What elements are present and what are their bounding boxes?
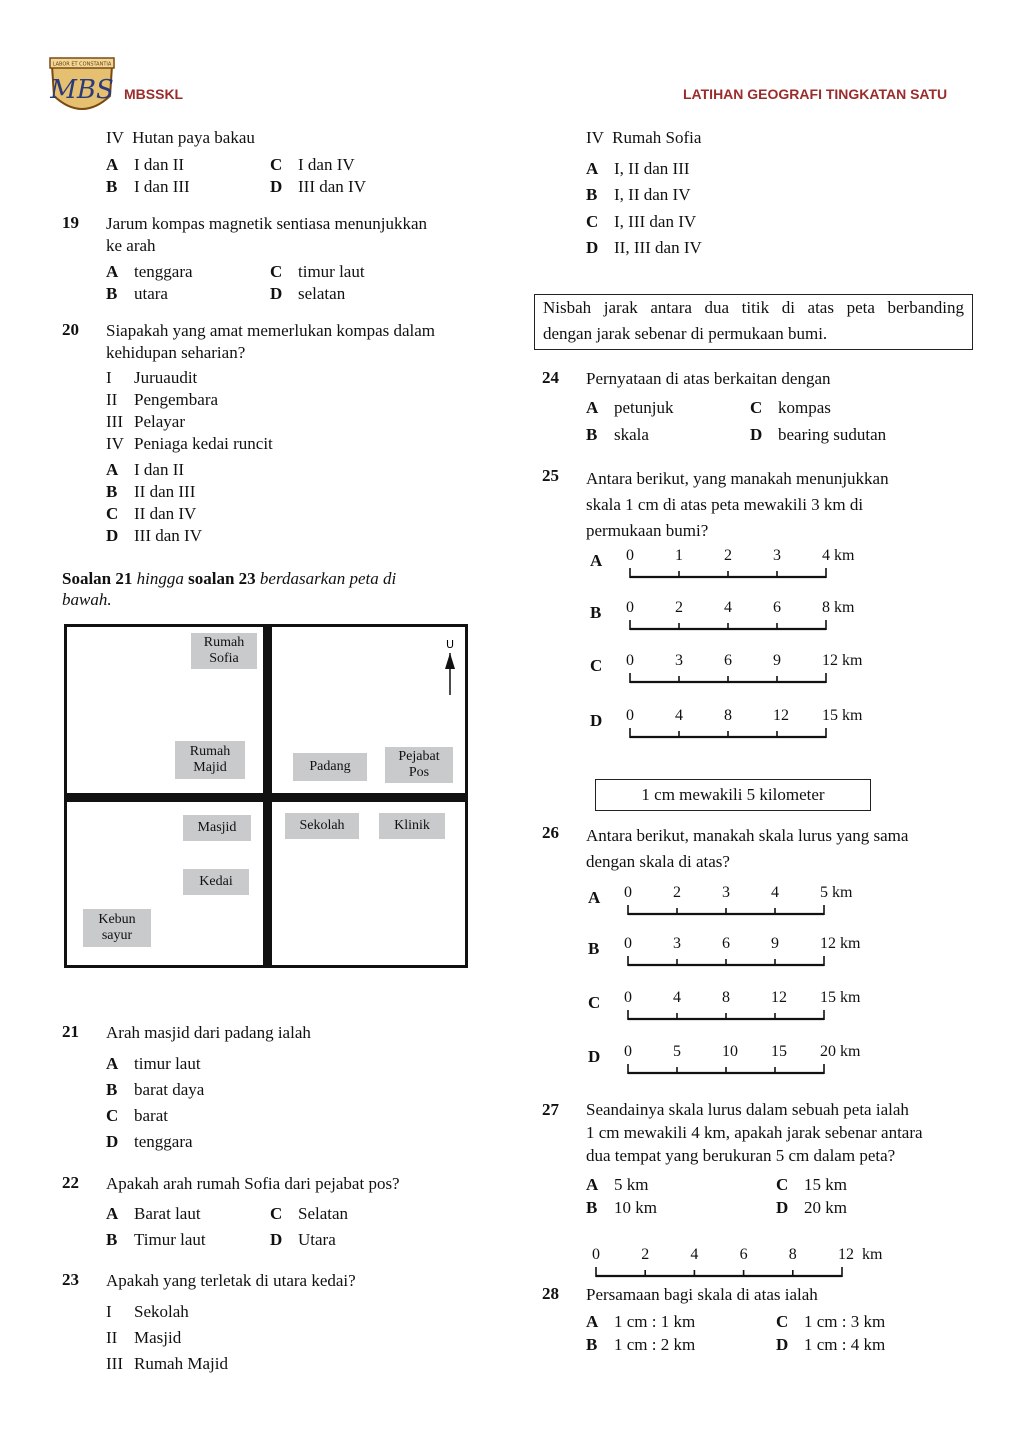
q25-scale-a-label-1: 1 <box>675 547 683 564</box>
q26-scale-b-label-2: 6 <box>722 935 730 952</box>
q25-scale-d-label-3: 12 <box>773 707 789 724</box>
q28-number: 28 <box>542 1284 559 1303</box>
q18-option-a-text: I dan II <box>134 155 185 174</box>
q24-option-a-text: petunjuk <box>614 398 674 417</box>
q27-option-b-text: 10 km <box>614 1198 657 1217</box>
q27-text-2: 1 cm mewakili 4 km, apakah jarak sebenar antara <box>586 1123 923 1142</box>
q26-number: 26 <box>542 823 559 842</box>
q25-scale-c-letter: C <box>590 656 603 675</box>
q22-option-a-letter: A <box>106 1204 119 1223</box>
q27-number: 27 <box>542 1100 559 1119</box>
map-intro: Soalan 21 hingga soalan 23 berdasarkan peta di <box>62 569 397 588</box>
map-padang: Padang <box>293 753 367 781</box>
q26-scale-a-label-2: 3 <box>722 884 730 901</box>
q25-scale-a-label-0: 0 <box>626 547 634 564</box>
q25-scale-d-letter: D <box>590 711 603 730</box>
q18-option-b-text: I dan III <box>134 177 190 196</box>
q20-item-i-text: Juruaudit <box>134 368 198 387</box>
q25-scale-b-label-3: 6 <box>773 599 781 616</box>
q26-scale-d-label-3: 15 <box>771 1043 787 1060</box>
q24-text: Pernyataan di atas berkaitan dengan <box>586 369 831 388</box>
q26-scale-d-label-2: 10 <box>722 1043 738 1060</box>
header-right: LATIHAN GEOGRAFI TINGKATAN SATU <box>683 86 948 102</box>
q25-scale-d-label-0: 0 <box>626 707 634 724</box>
q28-option-b-text: 1 cm : 2 km <box>614 1335 696 1354</box>
q23-a-text: I, II dan III <box>614 159 690 178</box>
q23-d-letter: D <box>586 238 599 257</box>
q19-option-a-letter: A <box>106 262 119 281</box>
q20-b-text: II dan III <box>134 482 196 501</box>
q19-option-d-letter: D <box>270 284 283 303</box>
q23-b-text: I, II dan IV <box>614 185 691 204</box>
q25-scale-c-label-1: 3 <box>675 652 683 669</box>
q20-item-iv-letter: IV <box>106 434 124 453</box>
q20-c-letter: C <box>106 504 119 523</box>
q25-scale-b-label-1: 2 <box>675 599 683 616</box>
q28-scale-label-2: 4 <box>690 1246 699 1263</box>
q28-scale-label-5: 12 km <box>838 1246 883 1263</box>
q25-scale-a-label-2: 2 <box>724 547 732 564</box>
q19-option-a-text: tenggara <box>134 262 193 281</box>
q21-text: Arah masjid dari padang ialah <box>106 1023 311 1042</box>
q24-option-c-text: kompas <box>778 398 831 417</box>
q26-scale-b-label-3: 9 <box>771 935 779 952</box>
map-kedai: Kedai <box>183 869 249 895</box>
q18-option-c-letter: C <box>270 155 283 174</box>
q21-c-letter: C <box>106 1106 119 1125</box>
q27-option-d-text: 20 km <box>804 1198 847 1217</box>
q23-text: Apakah yang terletak di utara kedai? <box>106 1271 356 1290</box>
svg-text:U: U <box>445 638 455 651</box>
map-kebun-sayur: Kebun sayur <box>83 909 151 947</box>
q26-scale-b-label-4: 12 km <box>820 935 861 952</box>
q24-option-d-letter: D <box>750 425 763 444</box>
svg-text:MBS: MBS <box>50 75 114 105</box>
q19-option-c-letter: C <box>270 262 283 281</box>
q28-text: Persamaan bagi skala di atas ialah <box>586 1285 818 1304</box>
q26-scale-d-label-4: 20 km <box>820 1043 861 1060</box>
q22-option-a-text: Barat laut <box>134 1204 201 1223</box>
q27-text-3: dua tempat yang berukuran 5 cm dalam peta? <box>586 1146 896 1165</box>
q26-scale-b-letter: B <box>588 939 600 958</box>
q22-number: 22 <box>62 1173 79 1192</box>
q26-scale-c-label-2: 8 <box>722 989 730 1006</box>
school-logo <box>44 56 120 120</box>
q20-c-text: II dan IV <box>134 504 197 523</box>
q27-option-c-letter: C <box>776 1175 789 1194</box>
q25-scale-a-letter: A <box>590 551 603 570</box>
q28-option-a-letter: A <box>586 1312 599 1331</box>
q27-option-d-letter: D <box>776 1198 789 1217</box>
q19-option-d-text: selatan <box>298 284 346 303</box>
q19-option-b-letter: B <box>106 284 118 303</box>
q27-option-a-letter: A <box>586 1175 599 1194</box>
q23-item-ii-text: Masjid <box>134 1328 182 1347</box>
q28-scale-bar <box>594 1266 844 1280</box>
q18-option-b-letter: B <box>106 177 118 196</box>
q18-item-iv: IV Hutan paya bakau <box>106 128 255 147</box>
map <box>64 624 468 968</box>
q18-option-d-text: III dan IV <box>298 177 366 196</box>
q23-b-letter: B <box>586 185 598 204</box>
svg-text:LABOR ET CONSTANTIA: LABOR ET CONSTANTIA <box>52 61 112 68</box>
q28-scale-label-3: 6 <box>739 1246 748 1263</box>
q23-a-letter: A <box>586 159 599 178</box>
q23-item-iii-text: Rumah Majid <box>134 1354 228 1373</box>
q25-scale-b-bar <box>628 619 828 633</box>
q18-option-a-letter: A <box>106 155 119 174</box>
q23-item-i-letter: I <box>106 1302 112 1321</box>
q25-text-1: Antara berikut, yang manakah menunjukkan <box>586 469 889 488</box>
q23-c-letter: C <box>586 212 599 231</box>
q26-text-1: Antara berikut, manakah skala lurus yang sama <box>586 826 909 845</box>
q25-scale-c-label-3: 9 <box>773 652 781 669</box>
q23-c-text: I, III dan IV <box>614 212 697 231</box>
q20-text-2: kehidupan seharian? <box>106 343 246 362</box>
q25-scale-b-label-4: 8 km <box>822 599 855 616</box>
q26-scale-b-label-0: 0 <box>624 935 632 952</box>
q26-scale-c-label-0: 0 <box>624 989 632 1006</box>
header-left: MBSSKL <box>124 86 184 102</box>
q26-text-2: dengan skala di atas? <box>586 852 730 871</box>
q28-option-b-letter: B <box>586 1335 598 1354</box>
q26-scale-a-label-3: 4 <box>771 884 779 901</box>
q25-scale-b-letter: B <box>590 603 602 622</box>
north-arrow <box>439 637 461 697</box>
q26-scale-a-label-0: 0 <box>624 884 632 901</box>
q26-scale-c-label-1: 4 <box>673 989 681 1006</box>
q28-scale-label-0: 0 <box>592 1246 600 1263</box>
q21-d-letter: D <box>106 1132 119 1151</box>
q24-option-b-text: skala <box>614 425 649 444</box>
q22-option-c-letter: C <box>270 1204 283 1223</box>
q26-scale-d-label-1: 5 <box>673 1043 681 1060</box>
q25-scale-b-label-0: 0 <box>626 599 634 616</box>
q26-scale-a-label-1: 2 <box>673 884 681 901</box>
q20-text-1: Siapakah yang amat memerlukan kompas dalam <box>106 321 436 340</box>
q26-scale-a-bar <box>626 904 826 918</box>
q20-item-i-letter: I <box>106 368 112 387</box>
map-rumah-majid: Rumah Majid <box>175 741 245 779</box>
q19-text-2: ke arah <box>106 236 156 255</box>
q26-scale-d-bar <box>626 1063 826 1077</box>
q20-b-letter: B <box>106 482 118 501</box>
q24-option-a-letter: A <box>586 398 599 417</box>
q19-text-1: Jarum kompas magnetik sentiasa menunjukkan <box>106 214 428 233</box>
q26-scale-d-letter: D <box>588 1047 601 1066</box>
q20-a-text: I dan II <box>134 460 185 479</box>
q22-option-d-text: Utara <box>298 1230 336 1249</box>
q25-scale-d-label-4: 15 km <box>822 707 863 724</box>
q20-a-letter: A <box>106 460 119 479</box>
q28-option-c-text: 1 cm : 3 km <box>804 1312 886 1331</box>
q25-scale-c-label-2: 6 <box>724 652 732 669</box>
q27-option-b-letter: B <box>586 1198 598 1217</box>
q22-option-d-letter: D <box>270 1230 283 1249</box>
q24-option-d-text: bearing sudutan <box>778 425 887 444</box>
q25-scale-b-label-2: 4 <box>724 599 732 616</box>
q21-c-text: barat <box>134 1106 168 1125</box>
q25-scale-c-label-4: 12 km <box>822 652 863 669</box>
q22-text: Apakah arah rumah Sofia dari pejabat pos? <box>106 1174 400 1193</box>
q22-option-b-text: Timur laut <box>134 1230 206 1249</box>
q21-a-text: timur laut <box>134 1054 201 1073</box>
q27-text-1: Seandainya skala lurus dalam sebuah peta ialah <box>586 1100 909 1119</box>
q25-scale-c-label-0: 0 <box>626 652 634 669</box>
q20-item-iii-text: Pelayar <box>134 412 185 431</box>
q27-option-c-text: 15 km <box>804 1175 847 1194</box>
q28-option-d-letter: D <box>776 1335 789 1354</box>
q20-d-letter: D <box>106 526 119 545</box>
q25-scale-d-label-2: 8 <box>724 707 732 724</box>
q25-text-2: skala 1 cm di atas peta mewakili 3 km di <box>586 495 864 514</box>
q25-text-3: permukaan bumi? <box>586 521 709 540</box>
q18-option-c-text: I dan IV <box>298 155 355 174</box>
map-rumah-sofia: Rumah Sofia <box>191 633 257 669</box>
q25-scale-a-bar <box>628 567 828 581</box>
q20-number: 20 <box>62 320 79 339</box>
q25-scale-c-bar <box>628 672 828 686</box>
q21-d-text: tenggara <box>134 1132 193 1151</box>
q23-item-i-text: Sekolah <box>134 1302 189 1321</box>
q26-scale-c-letter: C <box>588 993 601 1012</box>
q20-item-ii-letter: II <box>106 390 118 409</box>
q21-a-letter: A <box>106 1054 119 1073</box>
q20-item-ii-text: Pengembara <box>134 390 219 409</box>
q21-b-text: barat daya <box>134 1080 205 1099</box>
q20-d-text: III dan IV <box>134 526 202 545</box>
q25-number: 25 <box>542 466 559 485</box>
q26-scale-b-label-1: 3 <box>673 935 681 952</box>
map-road-horizontal <box>67 793 465 802</box>
q23-item-ii-letter: II <box>106 1328 118 1347</box>
q23-d-text: II, III dan IV <box>614 238 702 257</box>
map-pejabat-pos: Pejabat Pos <box>385 747 453 783</box>
q25-scale-d-label-1: 4 <box>675 707 683 724</box>
map-masjid: Masjid <box>183 815 251 841</box>
q23-item-iii-letter: III <box>106 1354 123 1373</box>
q22-option-c-text: Selatan <box>298 1204 349 1223</box>
q22-option-b-letter: B <box>106 1230 118 1249</box>
q21-b-letter: B <box>106 1080 118 1099</box>
map-intro-2: bawah. <box>62 590 112 609</box>
scale-box: 1 cm mewakili 5 kilometer <box>595 779 871 811</box>
q20-item-iv-text: Peniaga kedai runcit <box>134 434 273 453</box>
q18-option-d-letter: D <box>270 177 283 196</box>
q28-option-d-text: 1 cm : 4 km <box>804 1335 886 1354</box>
q26-scale-c-label-3: 12 <box>771 989 787 1006</box>
q19-option-b-text: utara <box>134 284 168 303</box>
q25-scale-d-bar <box>628 727 828 741</box>
q21-number: 21 <box>62 1022 79 1041</box>
q25-scale-a-label-3: 3 <box>773 547 781 564</box>
q25-scale-a-label-4: 4 km <box>822 547 855 564</box>
q23-number: 23 <box>62 1270 79 1289</box>
map-sekolah: Sekolah <box>285 813 359 839</box>
q23-item-iv: IV Rumah Sofia <box>586 128 702 147</box>
q26-scale-c-bar <box>626 1009 826 1023</box>
q26-scale-c-label-4: 15 km <box>820 989 861 1006</box>
q28-option-c-letter: C <box>776 1312 789 1331</box>
definition-box: Nisbah jarak antara dua titik di atas peta berbanding dengan jarak sebenar di permukaan bumi. <box>534 294 973 350</box>
q20-item-iii-letter: III <box>106 412 123 431</box>
q28-scale-label-1: 2 <box>641 1246 650 1263</box>
q19-option-c-text: timur laut <box>298 262 365 281</box>
q24-number: 24 <box>542 368 559 387</box>
q28-scale-label-4: 8 <box>788 1246 797 1263</box>
q26-scale-a-label-4: 5 km <box>820 884 853 901</box>
q26-scale-b-bar <box>626 955 826 969</box>
q24-option-c-letter: C <box>750 398 763 417</box>
map-klinik: Klinik <box>379 813 445 839</box>
q24-option-b-letter: B <box>586 425 598 444</box>
q26-scale-d-label-0: 0 <box>624 1043 632 1060</box>
q19-number: 19 <box>62 213 79 232</box>
q27-option-a-text: 5 km <box>614 1175 649 1194</box>
q28-option-a-text: 1 cm : 1 km <box>614 1312 696 1331</box>
q26-scale-a-letter: A <box>588 888 601 907</box>
